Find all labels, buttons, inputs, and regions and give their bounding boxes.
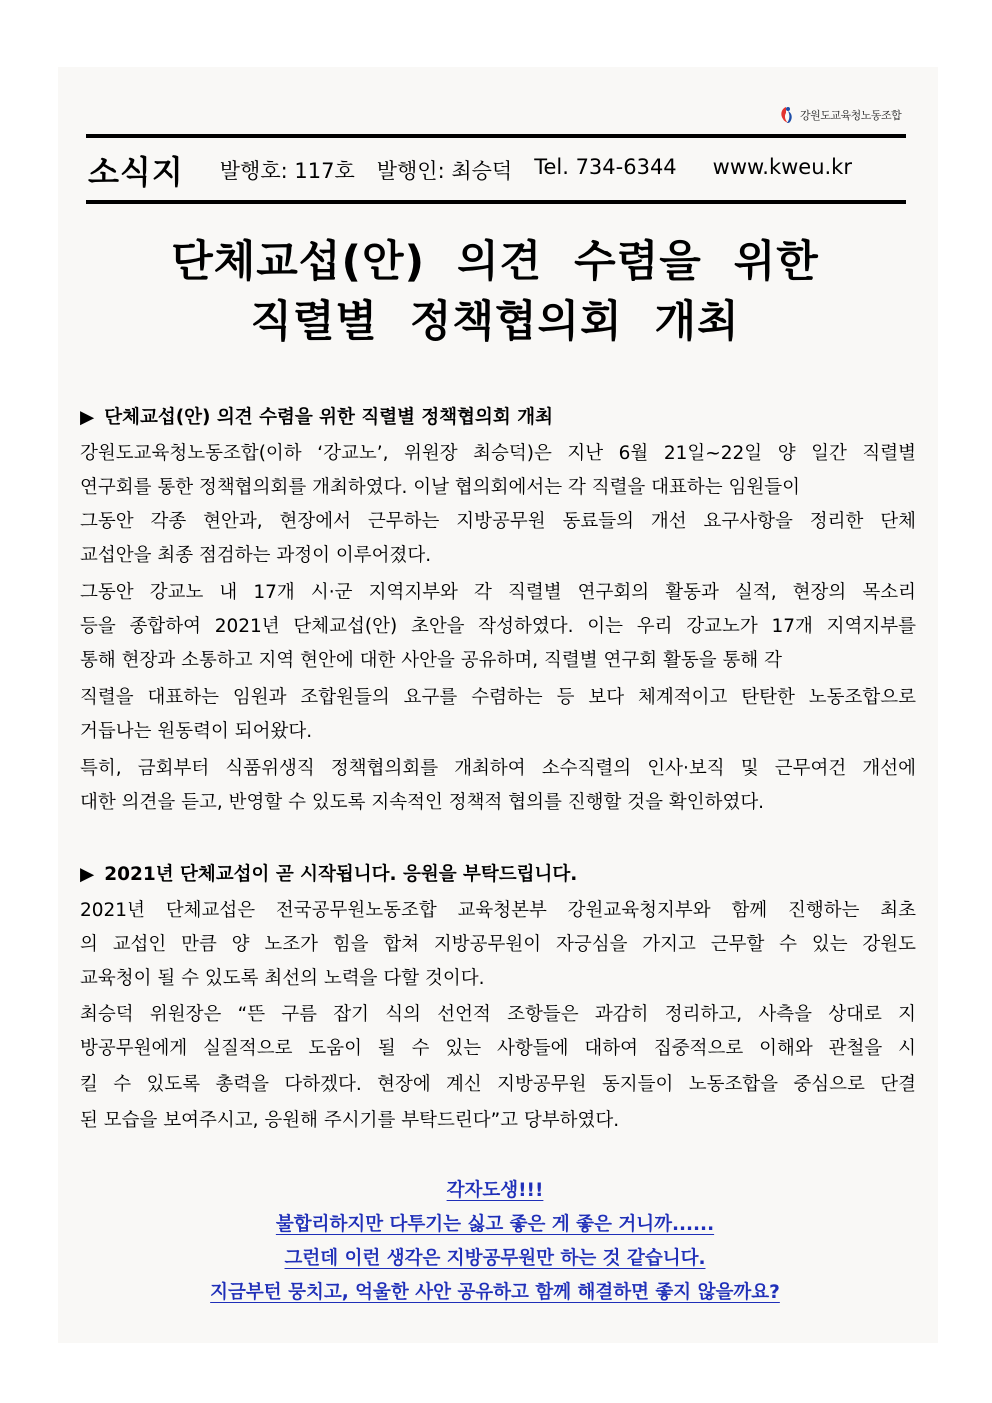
section-1-line: 강원도교육청노동조합(이하 ‘강교노’, 위원장 최승덕)은 지난 6월 21일~22일 양 일간 직렬별 [80,443,916,464]
section-2-line: 방공무원에게 실질적으로 도움이 될 수 있는 사항들에 대하여 집중적으로 이해와 관철을 시 [80,1038,916,1059]
section-1-line: 그동안 각종 현안과, 현장에서 근무하는 지방공무원 동료들의 개선 요구사항을 정리한 단체 [80,511,916,532]
section-2-line: 킬 수 있도록 총력을 다하겠다. 현장에 계신 지방공무원 동지들이 노동조합을 중심으로 단결 [80,1074,916,1095]
closing-line: 불합리하지만 다투기는 싫고 좋은 게 좋은 거니까...... [275,1214,715,1235]
website-link[interactable]: www.kweu.kr [712,155,852,179]
masthead-info [220,155,852,185]
logo-text: 강원도교육청노동조합 [800,109,902,122]
triangle-marker-icon: ▶ [80,864,95,885]
closing-line: 각자도생!!! [446,1180,544,1201]
closing-line: 지금부턴 뭉치고, 억울한 사안 공유하고 함께 해결하면 좋지 않을까요? [210,1282,780,1303]
section-1-line: 대한 의견을 듣고, 반영할 수 있도록 지속적인 정책적 협의를 진행할 것을 확인하였다. [80,792,765,813]
masthead-rule-top [86,134,906,138]
union-logo-icon [776,105,796,125]
section-1-heading [80,403,553,429]
publisher: 발행인: 최승덕 [376,159,513,183]
union-logo [776,104,901,126]
triangle-marker-icon: ▶ [80,407,95,428]
section-1-line: 거듭나는 원동력이 되어왔다. [80,721,313,742]
section-2-line: 최승덕 위원장은 “뜬 구름 잡기 식의 선언적 조항들은 과감히 정리하고, 사측을 상대로 지 [80,1004,916,1025]
masthead-rule-bottom [86,200,906,204]
section-1-line: 연구회를 통한 정책협의회를 개최하였다. 이날 협의회에서는 각 직렬을 대표하는 임원들이 [80,477,801,498]
section-2-line: 된 모습을 보여주시고, 응원해 주시기를 부탁드린다”고 당부하였다. [80,1110,620,1131]
issue-number: 발행호: 117호 [219,159,355,183]
section-1-line: 직렬을 대표하는 임원과 조합원들의 요구를 수렴하는 등 보다 체계적이고 탄탄한 노동조합으로 [80,687,916,708]
section-1-line: 특히, 금회부터 식품위생직 정책협의회를 개최하여 소수직렬의 인사·보직 및 근무여건 개선에 [80,758,916,779]
section-2-line: 교육청이 될 수 있도록 최선의 노력을 다할 것이다. [80,968,485,989]
headline-line-1: 단체교섭(안) 의견 수렴을 위한 [171,237,819,287]
section-2-line: 의 교섭인 만큼 양 노조가 힘을 합쳐 지방공무원이 자긍심을 가지고 근무할 수 있는 강원도 [80,934,916,955]
section-1-line: 등을 종합하여 2021년 단체교섭(안) 초안을 작성하였다. 이는 우리 강교노가 17개 지역지부를 [80,616,916,637]
section-2-heading [80,860,577,886]
section-2-title: 2021년 단체교섭이 곧 시작됩니다. 응원을 부탁드립니다. [104,864,578,885]
section-1-line: 교섭안을 최종 점검하는 과정이 이루어졌다. [80,545,432,566]
headline-line-2: 직렬별 정책협의회 개최 [250,297,740,347]
telephone: Tel. 734-6344 [534,155,677,179]
headline [60,232,930,352]
section-1-line: 그동안 강교노 내 17개 시·군 지역지부와 각 직렬별 연구회의 활동과 실적, 현장의 목소리 [80,582,916,603]
closing-line: 그런데 이런 생각은 지방공무원만 하는 것 같습니다. [284,1248,706,1269]
section-1-line: 통해 현장과 소통하고 지역 현안에 대한 사안을 공유하며, 직렬별 연구회 활동을 통해 각 [80,650,782,671]
section-2-line: 2021년 단체교섭은 전국공무원노동조합 교육청본부 강원교육청지부와 함께 진행하는 최초 [80,900,916,921]
newsletter-name: 소식지 [88,153,184,191]
closing-message [60,1174,930,1310]
section-1-title: 단체교섭(안) 의견 수렴을 위한 직렬별 정책협의회 개최 [104,407,553,428]
masthead [88,142,902,198]
